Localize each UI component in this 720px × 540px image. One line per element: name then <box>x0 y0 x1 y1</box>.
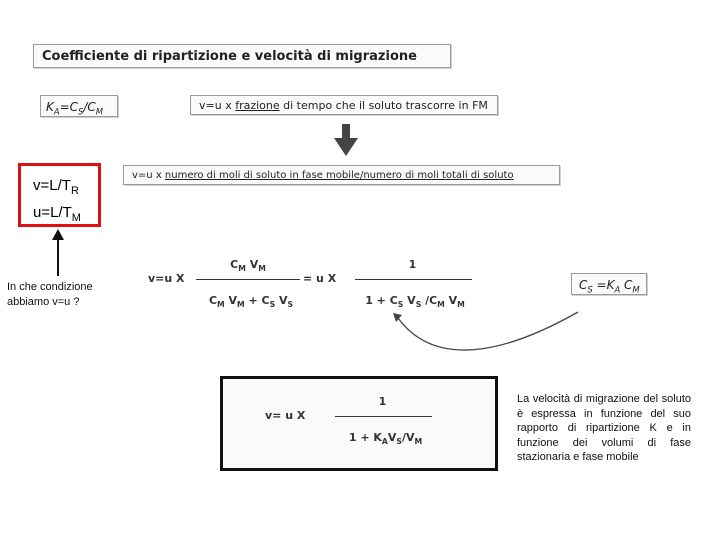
f1d-c: C <box>208 294 218 307</box>
f2d-one-sub: S <box>397 300 404 310</box>
cs-relation-box <box>571 273 647 295</box>
u-def-sub: M <box>71 212 81 224</box>
frac1-numerator <box>198 258 298 273</box>
main-formula-mid: = u X <box>303 272 337 285</box>
fd-v: V <box>387 431 397 444</box>
v1-rest: di tempo che il soluto trascorre in FM <box>279 99 488 112</box>
main-formula <box>140 250 480 320</box>
frac2-denominator <box>350 294 480 309</box>
f2d-div-sub: M <box>437 300 445 310</box>
frac2-bar <box>355 279 472 280</box>
ka-div: /C <box>83 100 96 114</box>
f1d-plus-sub: S <box>269 300 276 310</box>
fd-v-sub: S <box>396 437 402 447</box>
frac1-bar <box>196 279 300 280</box>
f2d-vs-sub: S <box>415 300 422 310</box>
ka-eq: =C <box>59 100 79 114</box>
f1d-v-sub: M <box>237 300 245 310</box>
final-lhs: v= u X <box>265 409 306 422</box>
f1n-c: C <box>230 258 239 271</box>
f2d-vs: V <box>403 294 416 307</box>
frac1-denominator <box>196 294 306 309</box>
cs-rhs-sub: M <box>632 284 640 295</box>
cs-rhs: C <box>620 278 633 292</box>
f1d-c-sub: M <box>217 300 225 310</box>
cs-eq-sub: A <box>614 284 621 295</box>
v-def-sub: R <box>70 185 79 197</box>
f1n-v: V <box>245 258 259 271</box>
f1d-vs: V <box>275 294 288 307</box>
cs-lhs: C <box>579 278 588 292</box>
final-numerator: 1 <box>378 395 387 408</box>
u-def-main: u=L/T <box>33 204 72 221</box>
ka-sub: A <box>53 106 60 117</box>
final-denominator <box>333 431 438 446</box>
f1d-v: V <box>224 294 238 307</box>
final-formula-box <box>220 376 498 471</box>
cs-lhs-sub: S <box>587 284 593 295</box>
fd-one: 1 + K <box>348 431 382 444</box>
f2d-div: /C <box>421 294 438 307</box>
ka-div-sub: M <box>95 106 104 117</box>
f2d-vm-sub: M <box>457 300 465 310</box>
ka-symbol: K <box>46 100 54 114</box>
v1-underlined: frazione <box>235 99 280 112</box>
fd-div-sub: M <box>414 437 423 447</box>
f1d-plus: + C <box>244 294 270 307</box>
v2-prefix: v=u x <box>132 170 165 181</box>
cs-eq: =K <box>592 278 615 292</box>
v-def-main: v=L/T <box>33 177 71 194</box>
f2d-vm: V <box>444 294 458 307</box>
v1-prefix: v=u x <box>199 99 236 112</box>
final-bar <box>335 416 432 417</box>
frac2-numerator: 1 <box>408 258 417 271</box>
explanation-note: La velocità di migrazione del soluto è espressa in funzione del suo rapporto di ripartizione K e in funzione dei volumi di fase stazionaria e fase mobile <box>517 393 691 463</box>
fd-one-sub: A <box>381 437 388 447</box>
fd-div: /V <box>401 431 415 444</box>
main-formula-lhs: v=u X <box>148 272 185 285</box>
v2-underlined: numero di moli di soluto in fase mobile/numero di moli totali di soluto <box>164 170 514 181</box>
title-text: Coefficiente di ripartizione e velocità di migrazione <box>42 49 417 64</box>
f1d-vs-sub: S <box>287 300 294 310</box>
f1n-v-sub: M <box>258 264 266 274</box>
ka-eq-sub: S <box>78 106 84 117</box>
condition-question: In che condizione abbiamo v=u ? <box>7 281 93 308</box>
f1n-c-sub: M <box>238 264 246 274</box>
f2d-one: 1 + C <box>365 294 398 307</box>
